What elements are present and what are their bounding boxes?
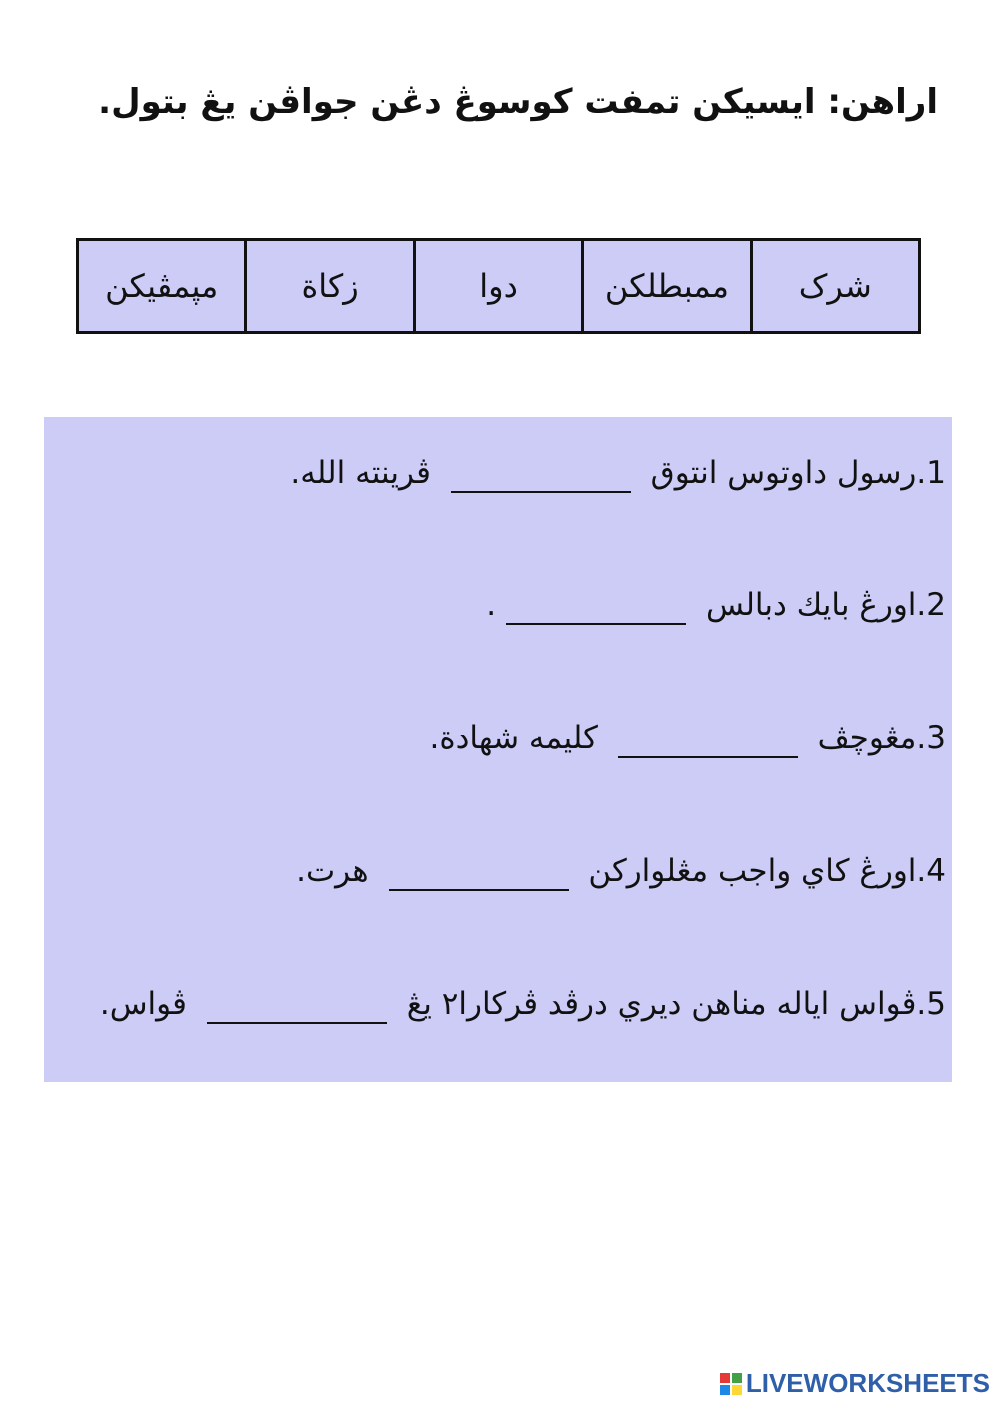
question-number: 3. — [916, 720, 946, 756]
question-number: 5. — [916, 986, 946, 1022]
question-text-after: هرت. — [296, 853, 369, 889]
answer-blank-2[interactable] — [506, 589, 686, 625]
question-text-after: ڤواس. — [99, 986, 187, 1022]
word-bank-table — [76, 238, 921, 334]
answer-blank-5[interactable] — [207, 988, 387, 1024]
word-bank-row — [78, 240, 920, 333]
question-text-before: اورڠ كاي واجب مڠلواركن — [588, 853, 917, 889]
question-5 — [56, 974, 946, 1034]
question-3 — [56, 708, 946, 768]
liveworksheets-logo-icon — [720, 1373, 742, 1395]
question-number: 4. — [916, 853, 946, 889]
word-bank-cell[interactable]: دوا — [414, 240, 582, 333]
question-number: 1. — [916, 455, 946, 491]
word-bank-cell[interactable]: شرک — [751, 240, 919, 333]
answer-blank-4[interactable] — [389, 855, 569, 891]
question-text-before: ڤواس اياله مناهن ديري درڤد ڤركارا٢ يڠ — [406, 986, 917, 1022]
word-bank-cell[interactable]: ممبطلكن — [583, 240, 751, 333]
question-text-before: اورڠ بايك دبالس — [705, 587, 917, 623]
question-text-before: رسول داوتوس انتوق — [650, 455, 917, 491]
question-1 — [56, 443, 946, 503]
question-4 — [56, 841, 946, 901]
answer-blank-3[interactable] — [618, 722, 798, 758]
brand-name: LIVEWORKSHEETS — [745, 1368, 990, 1398]
answer-blank-1[interactable] — [451, 457, 631, 493]
word-bank-cell[interactable]: مپمڤيكن — [78, 240, 246, 333]
question-text-after: . — [486, 587, 497, 623]
question-text-after: ڤرينته الله. — [290, 455, 431, 491]
liveworksheets-brand — [720, 1368, 990, 1399]
question-number: 2. — [916, 587, 946, 623]
question-2 — [56, 575, 946, 635]
questions-panel — [44, 417, 952, 1082]
word-bank-cell[interactable]: زكاة — [246, 240, 414, 333]
question-text-after: كليمه شهادة. — [429, 720, 598, 756]
instruction-title: اراهن: ايسيكن تمفت كوسوڠ دڠن جواڤن يڠ بتول. — [98, 82, 938, 122]
question-text-before: مڠوچڤ — [817, 720, 917, 756]
